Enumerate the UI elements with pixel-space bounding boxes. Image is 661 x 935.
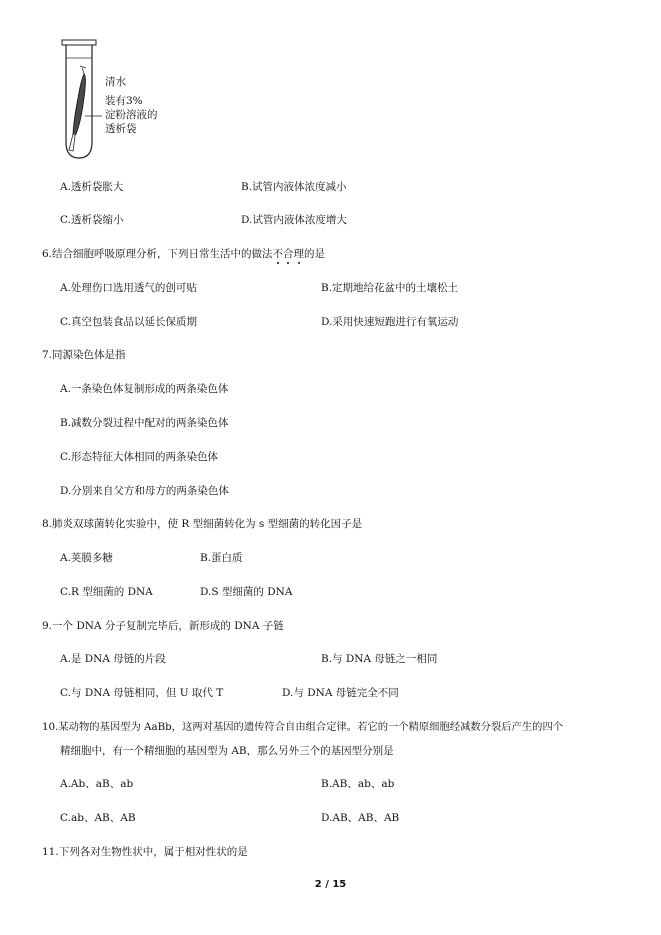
q10-option-c: C.ab、AB、AB	[60, 812, 136, 824]
q6-stem-post: 的是	[304, 248, 326, 260]
q9-option-b: B.与 DNA 母链之一相同	[321, 653, 438, 665]
figure-label-water: 清水	[105, 76, 126, 88]
q9-stem: 9.一个 DNA 分子复制完毕后，新形成的 DNA 子链	[42, 620, 284, 632]
q5-option-b: B.试管内液体浓度减小	[241, 181, 347, 193]
q10-option-b: B.AB、ab、ab	[321, 778, 395, 790]
q6-stem-emph-3: 理	[293, 248, 305, 260]
q10-option-d: D.AB、AB、AB	[321, 812, 400, 824]
q6-stem-emph-1: 不	[272, 248, 284, 260]
q7-option-c: C.形态特征大体相同的两条染色体	[60, 451, 218, 463]
q8-option-c: C.R 型细菌的 DNA	[60, 586, 153, 598]
figure-label-bag-3: 透析袋	[105, 123, 137, 135]
q6-option-c: C.真空包装食品以延长保质期	[60, 316, 197, 328]
q6-option-a: A.处理伤口选用透气的创可贴	[60, 282, 197, 294]
figure-label-bag-2: 淀粉溶液的	[105, 109, 158, 121]
q10-stem-line2: 精细胞中，有一个精细胞的基因型为 AB，那么另外三个的基因型分别是	[60, 745, 394, 757]
q5-option-d: D.试管内液体浓度增大	[241, 214, 347, 226]
q8-option-d: D.S 型细菌的 DNA	[200, 586, 293, 598]
q11-stem: 11.下列各对生物性状中，属于相对性状的是	[42, 846, 248, 858]
q6-option-d: D.采用快速短跑进行有氧运动	[321, 316, 459, 328]
q9-option-c: C.与 DNA 母链相同，但 U 取代 T	[60, 687, 224, 699]
q7-stem: 7.同源染色体是指	[42, 349, 126, 361]
q9-option-d: D.与 DNA 母链完全不同	[282, 687, 399, 699]
q8-option-a: A.荚膜多糖	[60, 552, 113, 564]
q10-option-a: A.Ab、aB、ab	[60, 778, 134, 790]
page-number: 2 / 15	[314, 879, 347, 890]
q7-option-a: A.一条染色体复制形成的两条染色体	[60, 383, 229, 395]
q6-stem-pre: 6.结合细胞呼吸原理分析，下列日常生活中的做法	[42, 248, 273, 260]
q7-option-b: B.减数分裂过程中配对的两条染色体	[60, 417, 229, 429]
q5-option-a: A.透析袋胀大	[60, 181, 124, 193]
q9-option-a: A.是 DNA 母链的片段	[60, 653, 166, 665]
figure-label-bag-1: 装有3%	[105, 95, 143, 107]
q5-option-c: C.透析袋缩小	[60, 214, 124, 226]
test-tube-figure	[58, 38, 102, 162]
q6-stem	[42, 247, 325, 261]
q10-stem-line1: 10.某动物的基因型为 AaBb，这两对基因的遗传符合自由组合定律。若它的一个精原细胞经减数分裂后产生的四个	[42, 721, 564, 733]
q6-stem-emph-2: 合	[283, 248, 294, 260]
q7-option-d: D.分别来自父方和母方的两条染色体	[60, 485, 229, 497]
q8-stem: 8.肺炎双球菌转化实验中，使 R 型细菌转化为 s 型细菌的转化因子是	[42, 518, 363, 530]
q6-option-b: B.定期地给花盆中的土壤松土	[321, 282, 459, 294]
q8-option-b: B.蛋白质	[200, 552, 243, 564]
